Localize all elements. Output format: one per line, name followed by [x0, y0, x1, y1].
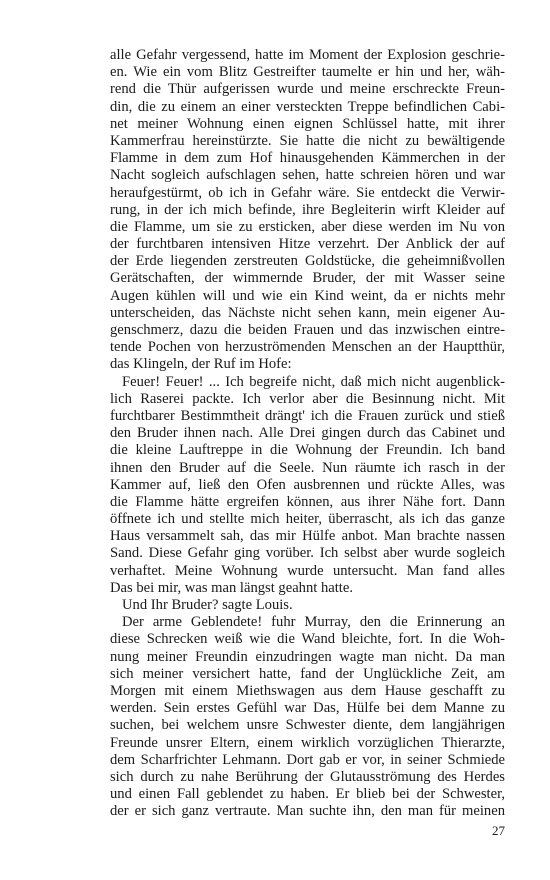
text-line: heraufgestürmt, ob ich in Gefahr wäre. Sie entdeckt die Verwir-	[110, 184, 505, 201]
text-line: alle Gefahr vergessend, hatte im Moment der Explosion geschrie-	[110, 47, 505, 63]
text-line: rend die Thür aufgerissen wurde und meine erschreckte Freun-	[110, 81, 505, 98]
text-line: Nacht sogleich aufschlagen sehen, hatte schreien hören und war	[110, 167, 505, 184]
text-line: Morgen mit einem Miethswagen aus dem Hause geschafft zu	[110, 682, 505, 699]
text-line: Sand. Diese Gefahr ging vorüber. Ich selbst aber wurde sogleich	[110, 545, 505, 562]
text-line: Gerätschaften, der wimmernde Bruder, der mit Wasser seine	[110, 270, 505, 287]
text-line: en. Wie ein vom Blitz Gestreifter taumelte er hin und her, wäh-	[110, 64, 505, 81]
text-line: furchtbarer Bestimmtheit drängt' ich die Frauen zurück und stieß	[110, 407, 505, 424]
text-line: din, die zu einem an einer versteckten Treppe befindlichen Cabi-	[110, 98, 505, 115]
text-line: der Erde liegenden zerstreuten Goldstücke, die geheimnißvollen	[110, 253, 505, 270]
text-line: ihnen den Bruder auf die Seele. Nun räumte ich rasch in der	[110, 459, 505, 476]
text-line: das Klingeln, der Ruf im Hofe:	[110, 356, 292, 373]
text-line: Freunde unsrer Eltern, einem wirklich vorzüglichen Thierarzte,	[110, 734, 505, 751]
text-line: die Flamme, um sie zu ersticken, aber diese werden im Nu von	[110, 218, 505, 235]
text-line: suchen, bei welchem unsre Schwester diente, dem langjährigen	[110, 717, 505, 734]
text-line: dem Scharfrichter Lehmann. Dort gab er vor, in seiner Schmiede	[110, 751, 505, 768]
text-line: werden. Sein erstes Gefühl war Das, Hülfe bei dem Manne zu	[110, 700, 505, 717]
text-line: Flamme in dem zum Hof hinausgehenden Kämmerchen in der	[110, 150, 505, 167]
text-line: tende Pochen von herzuströmenden Menschen an der Hauptthür,	[110, 339, 505, 356]
text-line: rung, in der ich mich befinde, ihre Begleiterin wirft Kleider auf	[110, 201, 505, 218]
text-line: diese Schrecken weiß wie die Wand bleichte, fort. In die Woh-	[110, 631, 505, 648]
text-line: lich Raserei packte. Ich verlor aber die Besinnung nicht. Mit	[110, 390, 505, 407]
text-line: den Bruder ihnen nach. Alle Drei gingen durch das Cabinet und	[110, 425, 505, 442]
text-line: Kammer auf, ließ den Ofen ausbrennen und rückte Alles, was	[110, 476, 505, 493]
text-line: nung meiner Freundin einzudringen wagte man nicht. Da man	[110, 648, 505, 665]
text-line: die Flamme hätte ergreifen können, aus ihrer Nähe fort. Dann	[110, 493, 505, 510]
text-line: öffnete ich und stellte mich heiter, überrascht, als ich das ganze	[110, 511, 505, 528]
text-line: die kleine Lauftreppe in die Wohnung der Freundin. Ich band	[110, 442, 505, 459]
text-line: der er sich ganz vertraute. Man suchte ihn, den man für meinen	[110, 803, 505, 820]
text-line: unterscheiden, das Nächste nicht sehen kann, mein eigener Au-	[110, 304, 505, 321]
text-line: Feuer! Feuer! ... Ich begreife nicht, daß mich nicht augenblick-	[122, 373, 505, 390]
text-line: der furchtbaren intensiven Hitze verzehrt. Der Anblick der auf	[110, 236, 505, 253]
text-line: Und Ihr Bruder? sagte Louis.	[122, 597, 293, 613]
text-line: genschmerz, dazu die beiden Frauen und das inzwischen eintre-	[110, 322, 505, 338]
page-number: 27	[492, 823, 505, 838]
text-line: Das bei mir, was man längst geahnt hatte.	[110, 579, 353, 596]
text-line: verhaftet. Meine Wohnung wurde untersucht. Man fand alles	[110, 562, 505, 579]
text-line: und einen Fall geblendet zu haben. Er blieb bei der Schwester,	[110, 786, 505, 803]
text-line: Kammerfrau hereinstürzte. Sie hatte die nicht zu bewältigende	[110, 132, 505, 149]
text-line: sich durch zu nahe Berührung der Glutausströmung des Herdes	[110, 768, 505, 785]
text-line: Der arme Geblendete! fuhr Murray, den die Erinnerung an	[122, 614, 505, 631]
text-line: Haus versammelt sah, das mir Hülfe anbot. Man brachte nassen	[110, 528, 505, 545]
text-line: sich meiner versichert hatte, fand der Unglückliche Zeit, am	[110, 665, 505, 682]
text-line: net meiner Wohnung einen eignen Schlüssel hatte, mit ihrer	[110, 115, 505, 132]
text-line: Augen kühlen will und wie ein Kind weint, da er nichts mehr	[110, 287, 505, 304]
body-text	[110, 47, 505, 820]
